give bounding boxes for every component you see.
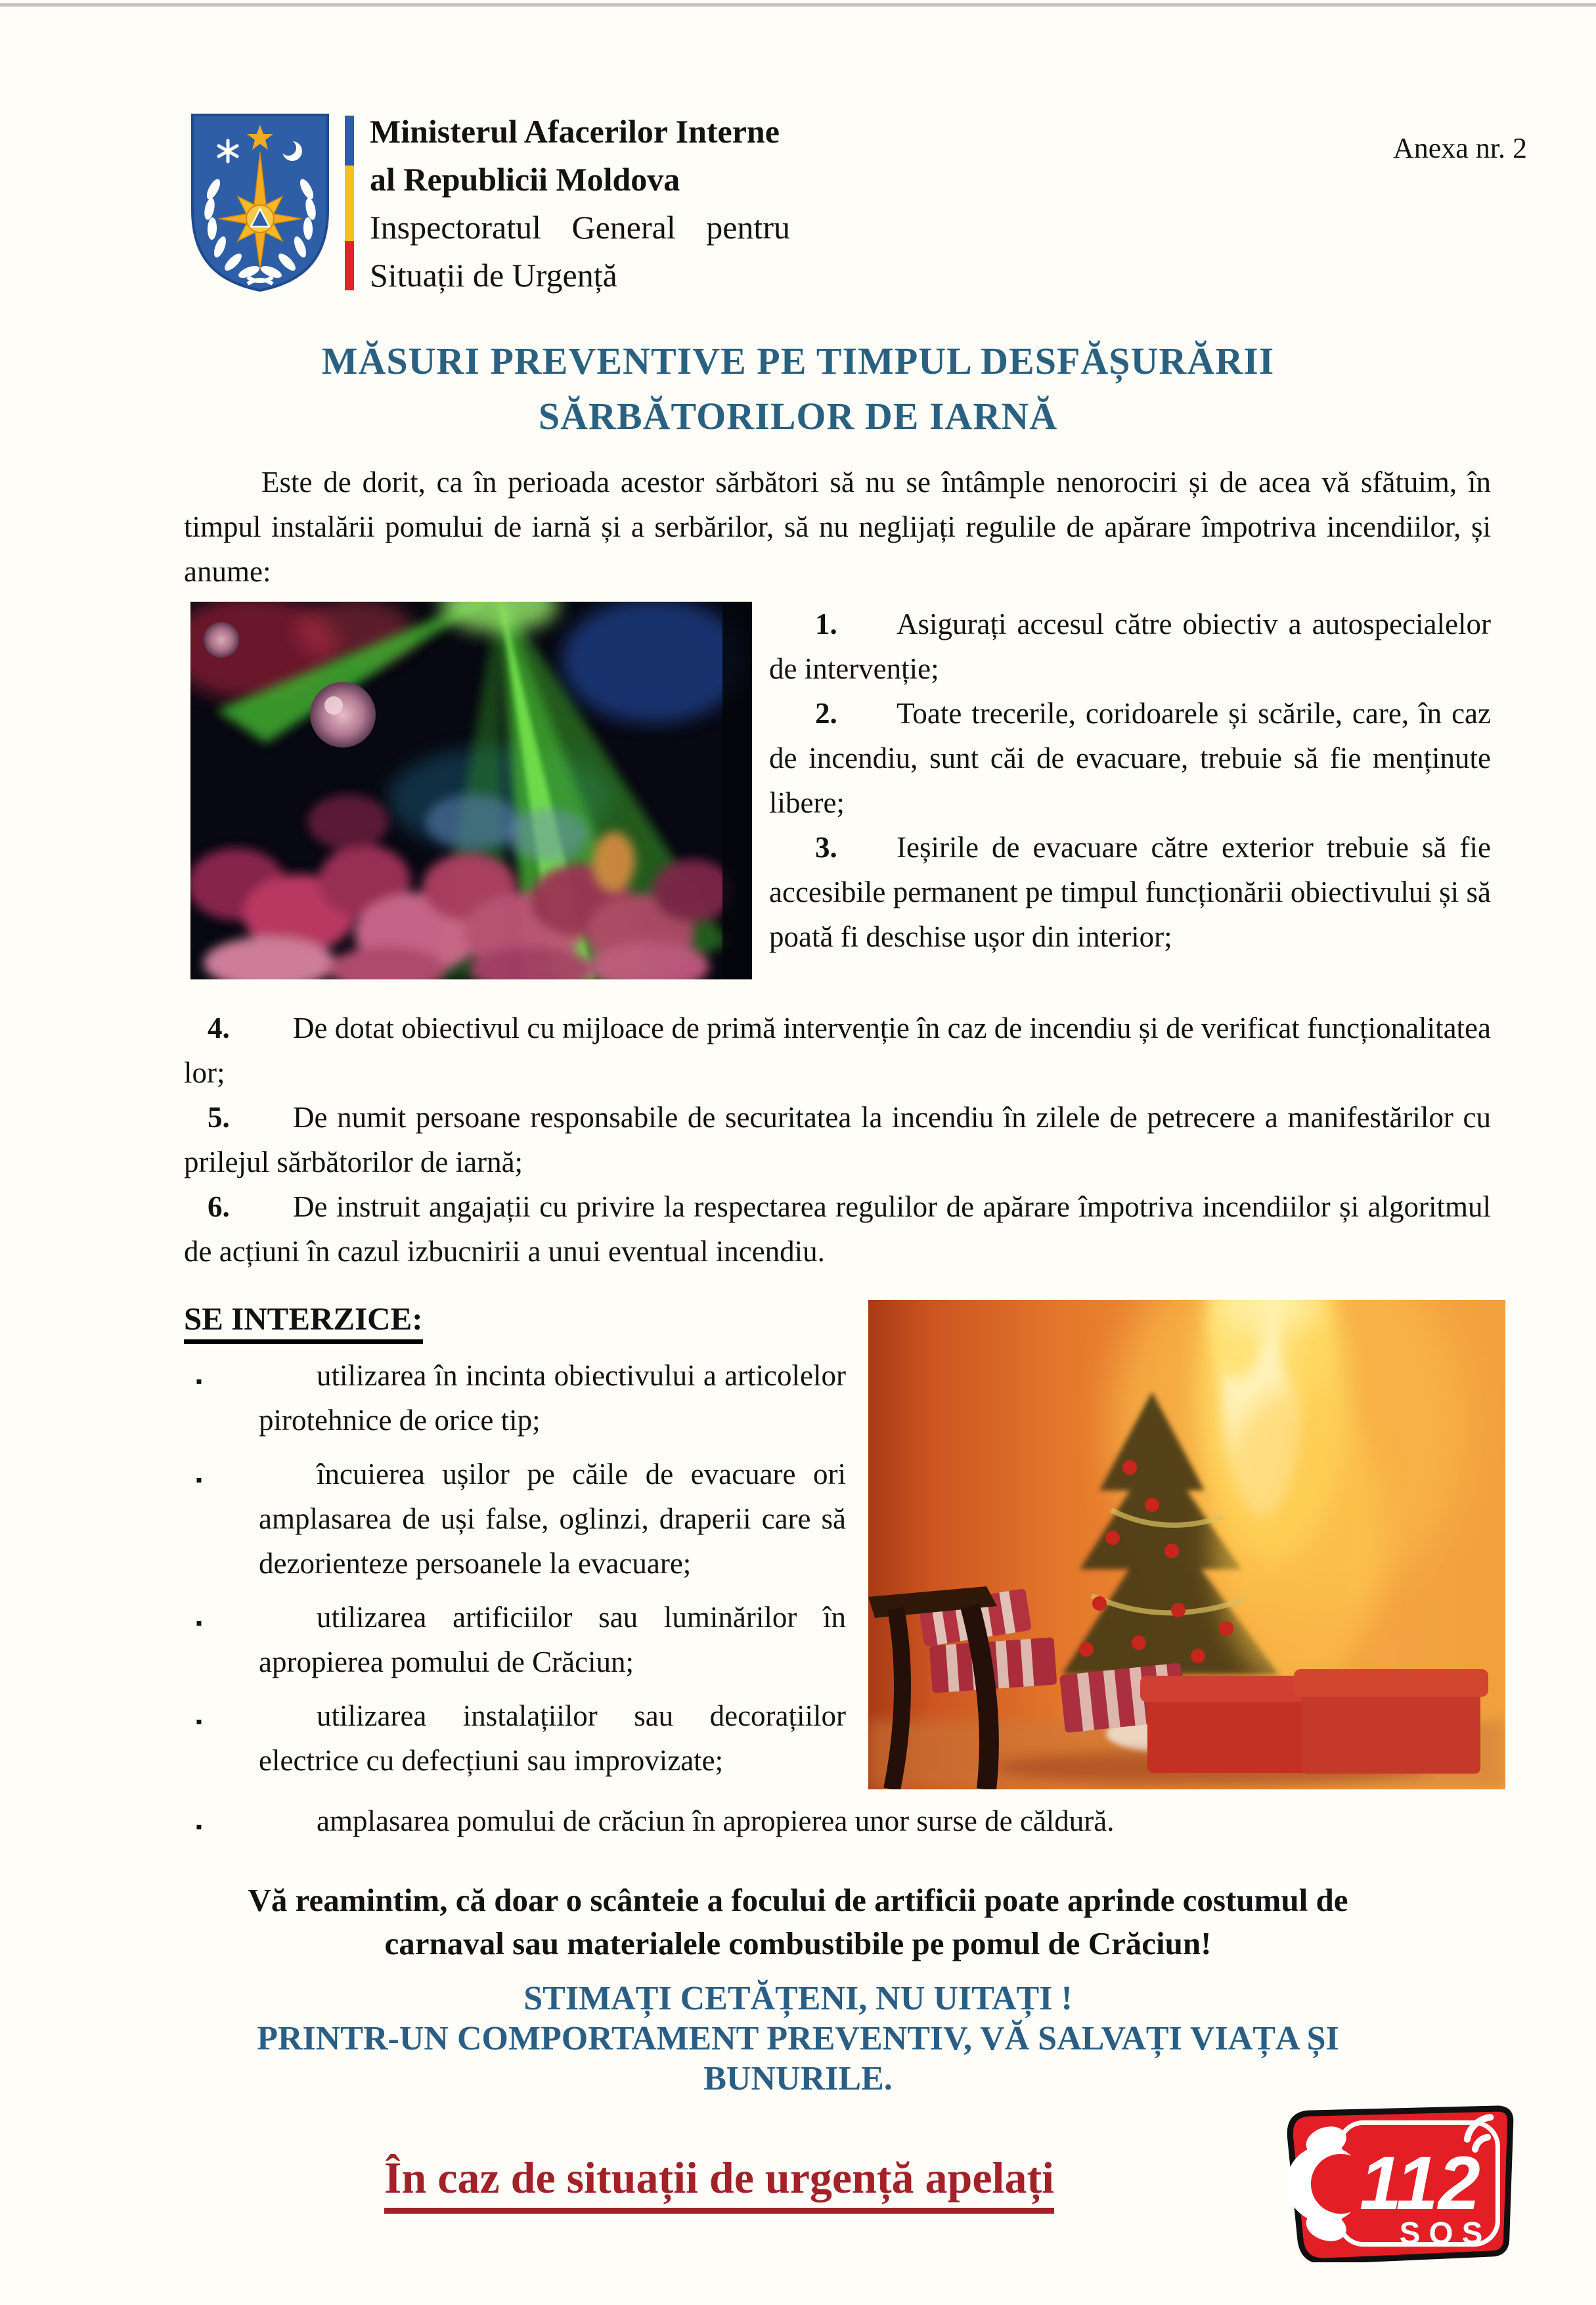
bullet-square-icon: ▪ xyxy=(196,1372,202,1392)
item-text: Asigurați accesul către obiectiv a autospecialelor de intervenție; xyxy=(769,608,1491,685)
page-title xyxy=(0,334,1596,444)
forbidden-section xyxy=(184,1300,1504,1789)
emergency-call-row xyxy=(171,2103,1524,2262)
org-line-1: Ministerul Afacerilor Interne xyxy=(370,113,780,150)
forbidden-last-item-row xyxy=(184,1799,1491,1843)
reminder-line-2: carnaval sau materialele combustibile pe pomul de Crăciun! xyxy=(384,1925,1212,1961)
disco-ball xyxy=(310,682,376,748)
title-line-2: SĂRBĂTORILOR DE IARNĂ xyxy=(538,395,1058,437)
sos-112-logo xyxy=(1268,2103,1524,2262)
igsu-emblem-icon xyxy=(187,112,333,294)
measure-item xyxy=(184,1095,1491,1184)
header xyxy=(187,112,1491,300)
measures-list-bottom xyxy=(184,1006,1491,1274)
org-line-4: Situații de Urgență xyxy=(370,257,617,294)
scan-edge-line xyxy=(0,3,1596,7)
measure-item xyxy=(769,602,1491,691)
burning-christmas-tree-photo xyxy=(868,1300,1505,1789)
item-text: Ieșirile de evacuare către exterior trebuie să fie accesibile permanent pe timpul funcționării obiectivului și să poată fi deschise ușor din interior; xyxy=(769,831,1491,953)
annex-label: Anexa nr. 2 xyxy=(1392,132,1527,164)
intro-paragraph: Este de dorit, ca în perioada acestor sărbători să nu se întâmple nenorociri și de acea vă sfătuim, în timpul instalării pomului de iarnă și a serbărilor, să nu neglijați regulile de apărare împotriva incendiilor, și anume: xyxy=(184,466,1491,588)
measures-list-top xyxy=(769,602,1491,979)
org-line-2: al Republicii Moldova xyxy=(370,161,680,198)
forbidden-item xyxy=(196,1452,846,1586)
item-number: 4. xyxy=(208,1012,230,1044)
reminder-paragraph xyxy=(0,1879,1596,1965)
moldova-tricolor-bar xyxy=(345,116,354,290)
forbidden-item xyxy=(196,1799,1491,1843)
bullet-square-icon: ▪ xyxy=(196,1470,202,1490)
org-line-3: Inspectoratul General pentru xyxy=(370,209,790,246)
bullet-square-icon: ▪ xyxy=(196,1817,202,1837)
item-number: 6. xyxy=(208,1190,230,1223)
tricolor-red xyxy=(345,241,354,290)
item-text: încuierea ușilor pe căile de evacuare ori amplasarea de uși false, oglinzi, draperii care să dezorienteze persoanele la evacuare; xyxy=(259,1458,846,1580)
header-org-name xyxy=(370,108,1000,300)
bullet-square-icon: ▪ xyxy=(196,1613,202,1634)
forbidden-heading: SE INTERZICE: xyxy=(184,1300,846,1344)
item-number: 1. xyxy=(815,608,837,640)
tricolor-yellow xyxy=(345,166,354,241)
item-number: 3. xyxy=(815,831,837,864)
measure-item xyxy=(769,691,1491,825)
item-text: De instruit angajații cu privire la respectarea regulilor de apărare împotriva incendiilor și algoritmul de acțiuni în cazul izbucnirii a unui eventual incendiu. xyxy=(184,1190,1491,1268)
number-112: 112 xyxy=(1359,2141,1480,2226)
title-line-1: MĂSURI PREVENTIVE PE TIMPUL DESFĂȘURĂRII xyxy=(321,340,1275,382)
forbidden-item xyxy=(196,1353,846,1443)
item-text: De dotat obiectivul cu mijloace de primă intervenție în caz de incendiu și de verificat funcționalitatea lor; xyxy=(184,1012,1491,1089)
forbidden-item xyxy=(196,1595,846,1684)
appeal-line-1: STIMAȚI CETĂȚENI, NU UITAȚI ! xyxy=(523,1980,1073,2017)
item-number: 5. xyxy=(208,1101,230,1134)
measure-item xyxy=(184,1184,1491,1274)
citizens-appeal xyxy=(0,1979,1596,2099)
disco-party-photo xyxy=(190,602,752,979)
item-text: amplasarea pomului de crăciun în apropierea unor surse de căldură. xyxy=(317,1804,1115,1837)
appeal-line-3: BUNURILE. xyxy=(703,2060,893,2097)
tricolor-blue xyxy=(345,116,354,166)
sos-label: SOS xyxy=(1399,2216,1492,2251)
bullet-square-icon: ▪ xyxy=(196,1712,202,1732)
forbidden-item xyxy=(196,1693,846,1783)
measures-top-section xyxy=(190,602,1491,979)
item-text: utilizarea în incinta obiectivului a articolelor pirotehnice de orice tip; xyxy=(259,1359,846,1437)
item-text: De numit persoane responsabile de securitatea la incendiu în zilele de petrecere a manifestărilor cu prilejul sărbătorilor de iarnă; xyxy=(184,1101,1491,1178)
item-text: utilizarea artificiilor sau luminărilor în apropierea pomului de Crăciun; xyxy=(259,1601,846,1678)
measure-item xyxy=(184,1006,1491,1095)
item-text: utilizarea instalațiilor sau decorațiilor electrice cu defecțiuni sau improvizate; xyxy=(259,1699,846,1777)
measure-item xyxy=(769,825,1491,959)
forbidden-list xyxy=(184,1300,846,1789)
item-text: Toate trecerile, coridoarele și scările, care, în caz de incendiu, sunt căi de evacuare, trebuie să fie menținute libere; xyxy=(769,697,1491,819)
appeal-line-2: PRINTR-UN COMPORTAMENT PREVENTIV, VĂ SALVAȚI VIAȚA ȘI xyxy=(257,2020,1339,2057)
emergency-call-text: În caz de situații de urgență apelați xyxy=(171,2152,1268,2214)
item-number: 2. xyxy=(815,697,837,730)
reminder-line-1: Vă reamintim, că doar o scânteie a focului de artificii poate aprinde costumul de xyxy=(248,1882,1348,1918)
